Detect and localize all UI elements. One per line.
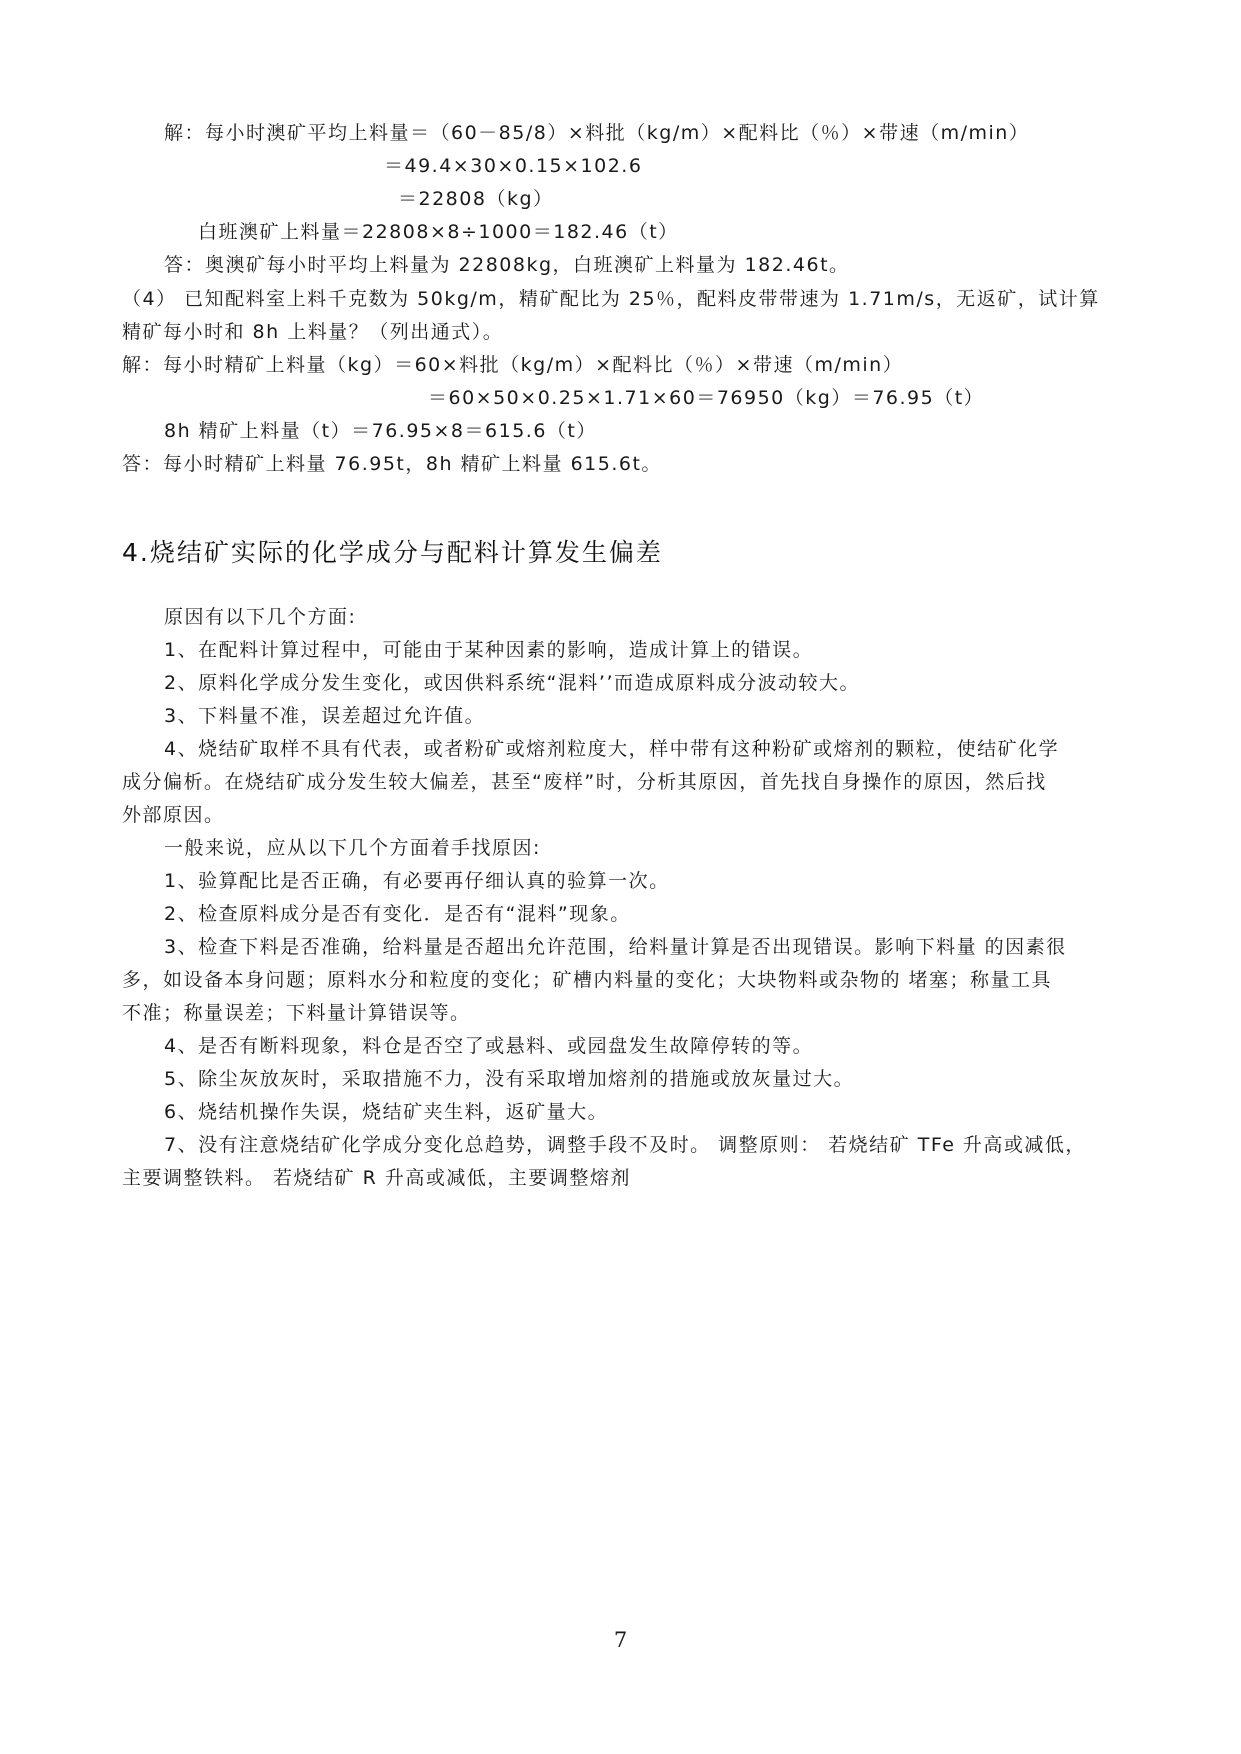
step-item-7-line-2: 主要调整铁料。 若烧结矿 R 升高或减低，主要调整熔剂 (122, 1167, 631, 1189)
reasons-intro: 原因有以下几个方面: (164, 606, 357, 628)
ex4-solution-line-2: ＝60×50×0.25×1.71×60＝76950（kg）＝76.95（t） (428, 387, 985, 409)
step-item-1: 1、验算配比是否正确，有必要再仔细认真的验算一次。 (164, 870, 670, 892)
step-item-6: 6、烧结机操作失误，烧结矿夹生料，返矿量大。 (164, 1101, 609, 1123)
step-item-7-line-1: 7、没有注意烧结矿化学成分变化总趋势，调整手段不及时。 调整原则： 若烧结矿 TFe 升高或减低， (164, 1134, 1086, 1156)
ex3-solution-line-2: ＝49.4×30×0.15×102.6 (384, 155, 643, 177)
step-item-2: 2、检查原料成分是否有变化．是否有“混料”现象。 (164, 903, 631, 925)
page-number: 7 (613, 1628, 628, 1652)
reason-item-4-line-1: 4、烧结矿取样不具有代表，或者粉矿或熔剂粒度大，样中带有这种粉矿或熔剂的颗粒，使结矿化学 (164, 738, 1060, 760)
ex3-answer: 答：奥澳矿每小时平均上料量为 22808kg，白班澳矿上料量为 182.46t。 (164, 254, 850, 276)
reason-item-4-line-3: 外部原因。 (122, 804, 225, 826)
section-title: 4.烧结矿实际的化学成分与配料计算发生偏差 (122, 538, 663, 567)
steps-intro: 一般来说，应从以下几个方面着手找原因: (164, 837, 541, 859)
step-item-4: 4、是否有断料现象，料仓是否空了或悬料、或园盘发生故障停转的等。 (164, 1035, 814, 1057)
step-item-5: 5、除尘灰放灰时，采取措施不力，没有采取增加熔剂的措施或放灰量过大。 (164, 1068, 855, 1090)
ex4-question-line-1: （4） 已知配料室上料千克数为 50kg/m，精矿配比为 25％，配料皮带带速为 1.71m/s，无返矿，试计算 (122, 288, 1100, 310)
ex3-solution-line-1: 解：每小时澳矿平均上料量＝（60－85/8）×料批（kg/m）×配料比（％）×带速（m/min） (164, 122, 1030, 144)
reason-item-2: 2、原料化学成分发生变化，或因供料系统“混料’’而造成原料成分波动较大。 (164, 672, 861, 694)
reason-item-4-line-2: 成分偏析。在烧结矿成分发生较大偏差，甚至“废样”时，分析其原因，首先找自身操作的原因，然后找 (122, 771, 1047, 793)
step-item-3-line-1: 3、检查下料是否准确，给料量是否超出允许范围，给料量计算是否出现错误。影响下料量 的因素很 (164, 936, 1067, 958)
ex3-shift-total: 白班澳矿上料量＝22808×8÷1000＝182.46（t） (198, 221, 679, 243)
step-item-3-line-2: 多，如设备本身问题；原料水分和粒度的变化；矿槽内料量的变化；大块物料或杂物的 堵塞；称量工具 (122, 969, 1053, 991)
ex3-solution-line-3: ＝22808（kg） (398, 188, 554, 210)
ex4-question-line-2: 精矿每小时和 8h 上料量？（列出通式）。 (122, 321, 504, 343)
ex4-answer: 答：每小时精矿上料量 76.95t，8h 精矿上料量 615.6t。 (122, 453, 662, 475)
reason-item-3: 3、下料量不准，误差超过允许值。 (164, 705, 486, 727)
step-item-3-line-3: 不准；称量误差；下料量计算错误等。 (122, 1002, 471, 1024)
reason-item-1: 1、在配料计算过程中，可能由于某种因素的影响，造成计算上的错误。 (164, 639, 814, 661)
ex4-solution-line-3: 8h 精矿上料量（t）＝76.95×8＝615.6（t） (164, 420, 597, 442)
ex4-solution-line-1: 解：每小时精矿上料量（kg）＝60×料批（kg/m）×配料比（％）×带速（m/min） (122, 354, 904, 376)
